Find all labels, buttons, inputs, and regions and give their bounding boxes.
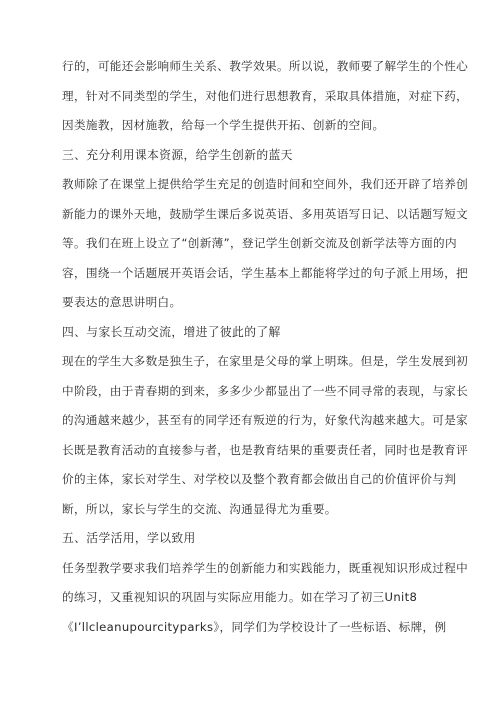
paragraph-line: 任务型教学要求我们培养学生的创新能力和实践能力，既重视知识形成过程中 [62, 560, 469, 575]
section-heading: 五、活学活用，学以致用 [62, 531, 196, 545]
paragraph-line: 断，所以，家长与学生的交流、沟通显得尤为重要。 [62, 501, 337, 516]
paragraph-line: 的练习，又重视知识的巩固与实际应用能力。如在学习了初三Unit8 [62, 590, 418, 604]
paragraph-line: 长既是教育活动的直接参与者，也是教育结果的重要责任者，同时也是教育评 [62, 442, 469, 457]
paragraph-line: 因类施教，因材施教，给每一个学生提供开拓、创新的空间。 [62, 118, 385, 132]
paragraph-line: 的沟通越来越少，甚至有的同学还有叛逆的行为，好象代沟越来越大。可是家 [62, 413, 469, 427]
document-page [62, 58, 469, 648]
paragraph-line: 教师除了在课堂上提供给学生充足的创造时间和空间外，我们还开辟了培养创 [62, 177, 469, 191]
paragraph-line: 新能力的课外天地，鼓励学生课后多说英语、多用英语写日记、以话题写短文 [62, 206, 469, 221]
section-heading: 三、充分利用课本资源，给学生创新的蓝天 [62, 147, 293, 162]
paragraph-line: 《I’llcleanupourcityparks》，同学们为学校设计了一些标语、标牌，例 [62, 619, 447, 634]
paragraph-line: 要表达的意思讲明白。 [62, 295, 182, 309]
paragraph-line: 容，围绕一个话题展开英语会话，学生基本上都能将学过的句子派上用场，把 [62, 265, 469, 280]
section-heading: 四、与家长互动交流，增进了彼此的了解 [62, 324, 281, 339]
paragraph-line: 中阶段，由于青春期的到来，多多少少都显出了一些不同寻常的表现，与家长 [62, 383, 469, 398]
paragraph-line: 理，针对不同类型的学生，对他们进行思想教育，采取具体措施，对症下药， [62, 88, 469, 103]
paragraph-line: 现在的学生大多数是独生子，在家里是父母的掌上明珠。但是，学生发展到初 [62, 354, 469, 368]
paragraph-line: 等。我们在班上设立了“创新薄”，登记学生创新交流及创新学法等方面的内 [62, 236, 457, 250]
paragraph-line: 行的，可能还会影响师生关系、教学效果。所以说，教师要了解学生的个性心 [62, 59, 469, 73]
paragraph-line: 价的主体，家长对学生、对学校以及整个教育都会做出自己的价值评价与判 [62, 472, 457, 486]
